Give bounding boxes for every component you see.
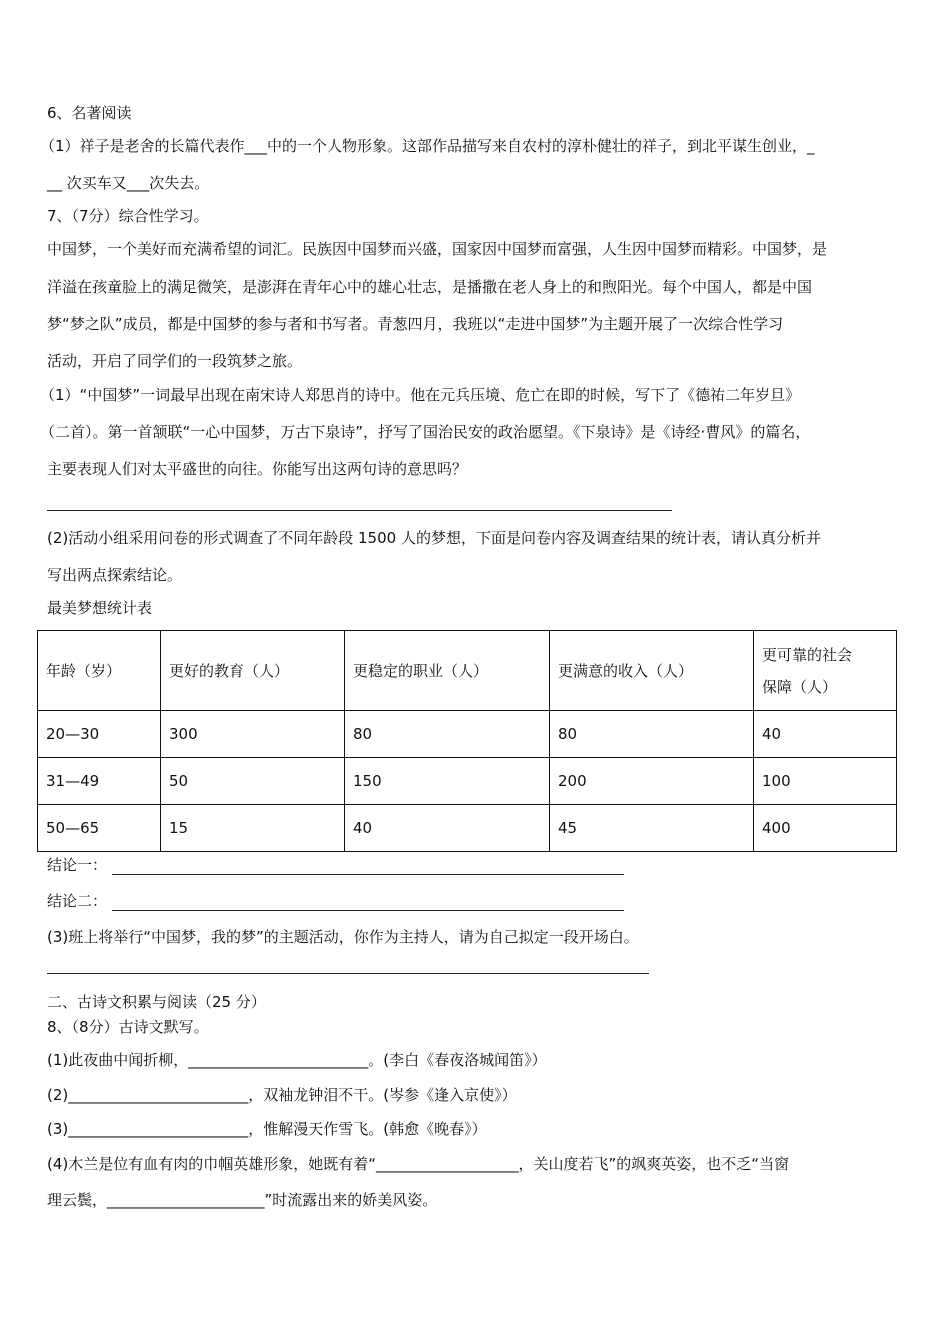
header-cell: 更满意的收入（人）: [550, 631, 754, 711]
table-cell: 50: [161, 758, 345, 805]
table-cell: 20—30: [38, 711, 161, 758]
table-row: [38, 758, 897, 805]
header-cell: 更稳定的职业（人）: [345, 631, 550, 711]
table-cell: 31—49: [38, 758, 161, 805]
conclusion-1-label: 结论一：: [47, 856, 108, 874]
header-text: 保障（人）: [762, 677, 838, 696]
header-cell: [754, 631, 897, 711]
table-cell: 100: [754, 758, 897, 805]
q8-item: 理云鬓，_____________________”时流露出来的娇美风姿。: [47, 1191, 438, 1209]
section-2-title: 二、古诗文积累与阅读（25 分）: [47, 993, 266, 1011]
q7-intro-line: 梦“梦之队”成员，都是中国梦的参与者和书写者。青葱四月，我班以“走进中国梦”为主题开展了一次综合性学习: [47, 315, 784, 333]
q7-sub1-line: （1）“中国梦”一词最早出现在南宋诗人郑思肖的诗中。他在元兵压境、危亡在即的时候，写下了《德祐二年岁旦》: [40, 386, 801, 404]
table-cell: 45: [550, 805, 754, 852]
table-title: 最美梦想统计表: [47, 599, 153, 617]
table-header-row: [38, 631, 897, 711]
q8-title: 8、（8分）古诗文默写。: [47, 1018, 209, 1036]
header-cell: 年龄（岁）: [38, 631, 161, 711]
header-text: 更可靠的社会: [762, 645, 853, 664]
table-cell: 300: [161, 711, 345, 758]
conclusion-1-answer-line: [112, 874, 624, 875]
q7-intro-line: 活动，开启了同学们的一段筑梦之旅。: [47, 352, 303, 370]
table-cell: 40: [345, 805, 550, 852]
conclusion-2-label: 结论二：: [47, 892, 108, 910]
q7-sub1-line: （二首）。第一首颔联“一心中国梦，万古下泉诗”，抒写了国治民安的政治愿望。《下泉诗》是《诗经·曹风》的篇名，: [40, 423, 811, 441]
q7-sub3: (3)班上将举行“中国梦，我的梦”的主题活动，你作为主持人，请为自己拟定一段开场白。: [47, 928, 639, 946]
q7-sub2-line: 写出两点探索结论。: [47, 566, 183, 584]
table-row: [38, 805, 897, 852]
table-cell: 200: [550, 758, 754, 805]
q7-title: 7、（7分）综合性学习。: [47, 207, 209, 225]
q7-sub2-line: (2)活动小组采用问卷的形式调查了不同年龄段 1500 人的梦想，下面是问卷内容及调查结果的统计表，请认真分析并: [47, 529, 821, 547]
header-cell: 更好的教育（人）: [161, 631, 345, 711]
table-cell: 40: [754, 711, 897, 758]
dream-statistics-table: [37, 630, 897, 852]
q6-question-line: __ 次买车又___次失去。: [47, 174, 210, 192]
q8-item: (4)木兰是位有血有肉的巾帼英雄形象，她既有着“___________________，关山度若飞”的飒爽英姿，也不乏“当窗: [47, 1155, 790, 1173]
table-cell: 80: [550, 711, 754, 758]
q7-intro-line: 中国梦，一个美好而充满希望的词汇。民族因中国梦而兴盛，国家因中国梦而富强，人生因中国梦而精彩。中国梦，是: [47, 240, 828, 258]
table-cell: 50—65: [38, 805, 161, 852]
table-cell: 15: [161, 805, 345, 852]
table-cell: 150: [345, 758, 550, 805]
table-cell: 80: [345, 711, 550, 758]
q7-intro-line: 洋溢在孩童脸上的满足微笑，是澎湃在青年心中的雄心壮志，是播撒在老人身上的和煦阳光。每个中国人，都是中国: [47, 278, 813, 296]
q6-question-line: （1）祥子是老舍的长篇代表作___中的一个人物形象。这部作品描写来自农村的淳朴健壮的祥子，到北平谋生创业，_: [40, 137, 815, 155]
answer-line: [47, 510, 672, 511]
q6-title: 6、名著阅读: [47, 104, 132, 122]
q8-item: (1)此夜曲中闻折柳，________________________。(李白《春夜洛城闻笛》）: [47, 1051, 547, 1069]
table-row: [38, 711, 897, 758]
q8-item: (3)________________________，惟解漫天作雪飞。(韩愈《晚春》）: [47, 1120, 487, 1138]
answer-line: [47, 973, 649, 974]
conclusion-2-answer-line: [112, 910, 624, 911]
q7-sub1-line: 主要表现人们对太平盛世的向往。你能写出这两句诗的意思吗？: [47, 460, 468, 478]
table-cell: 400: [754, 805, 897, 852]
q8-item: (2)________________________，双袖龙钟泪不干。(岑参《逢入京使》）: [47, 1086, 517, 1104]
